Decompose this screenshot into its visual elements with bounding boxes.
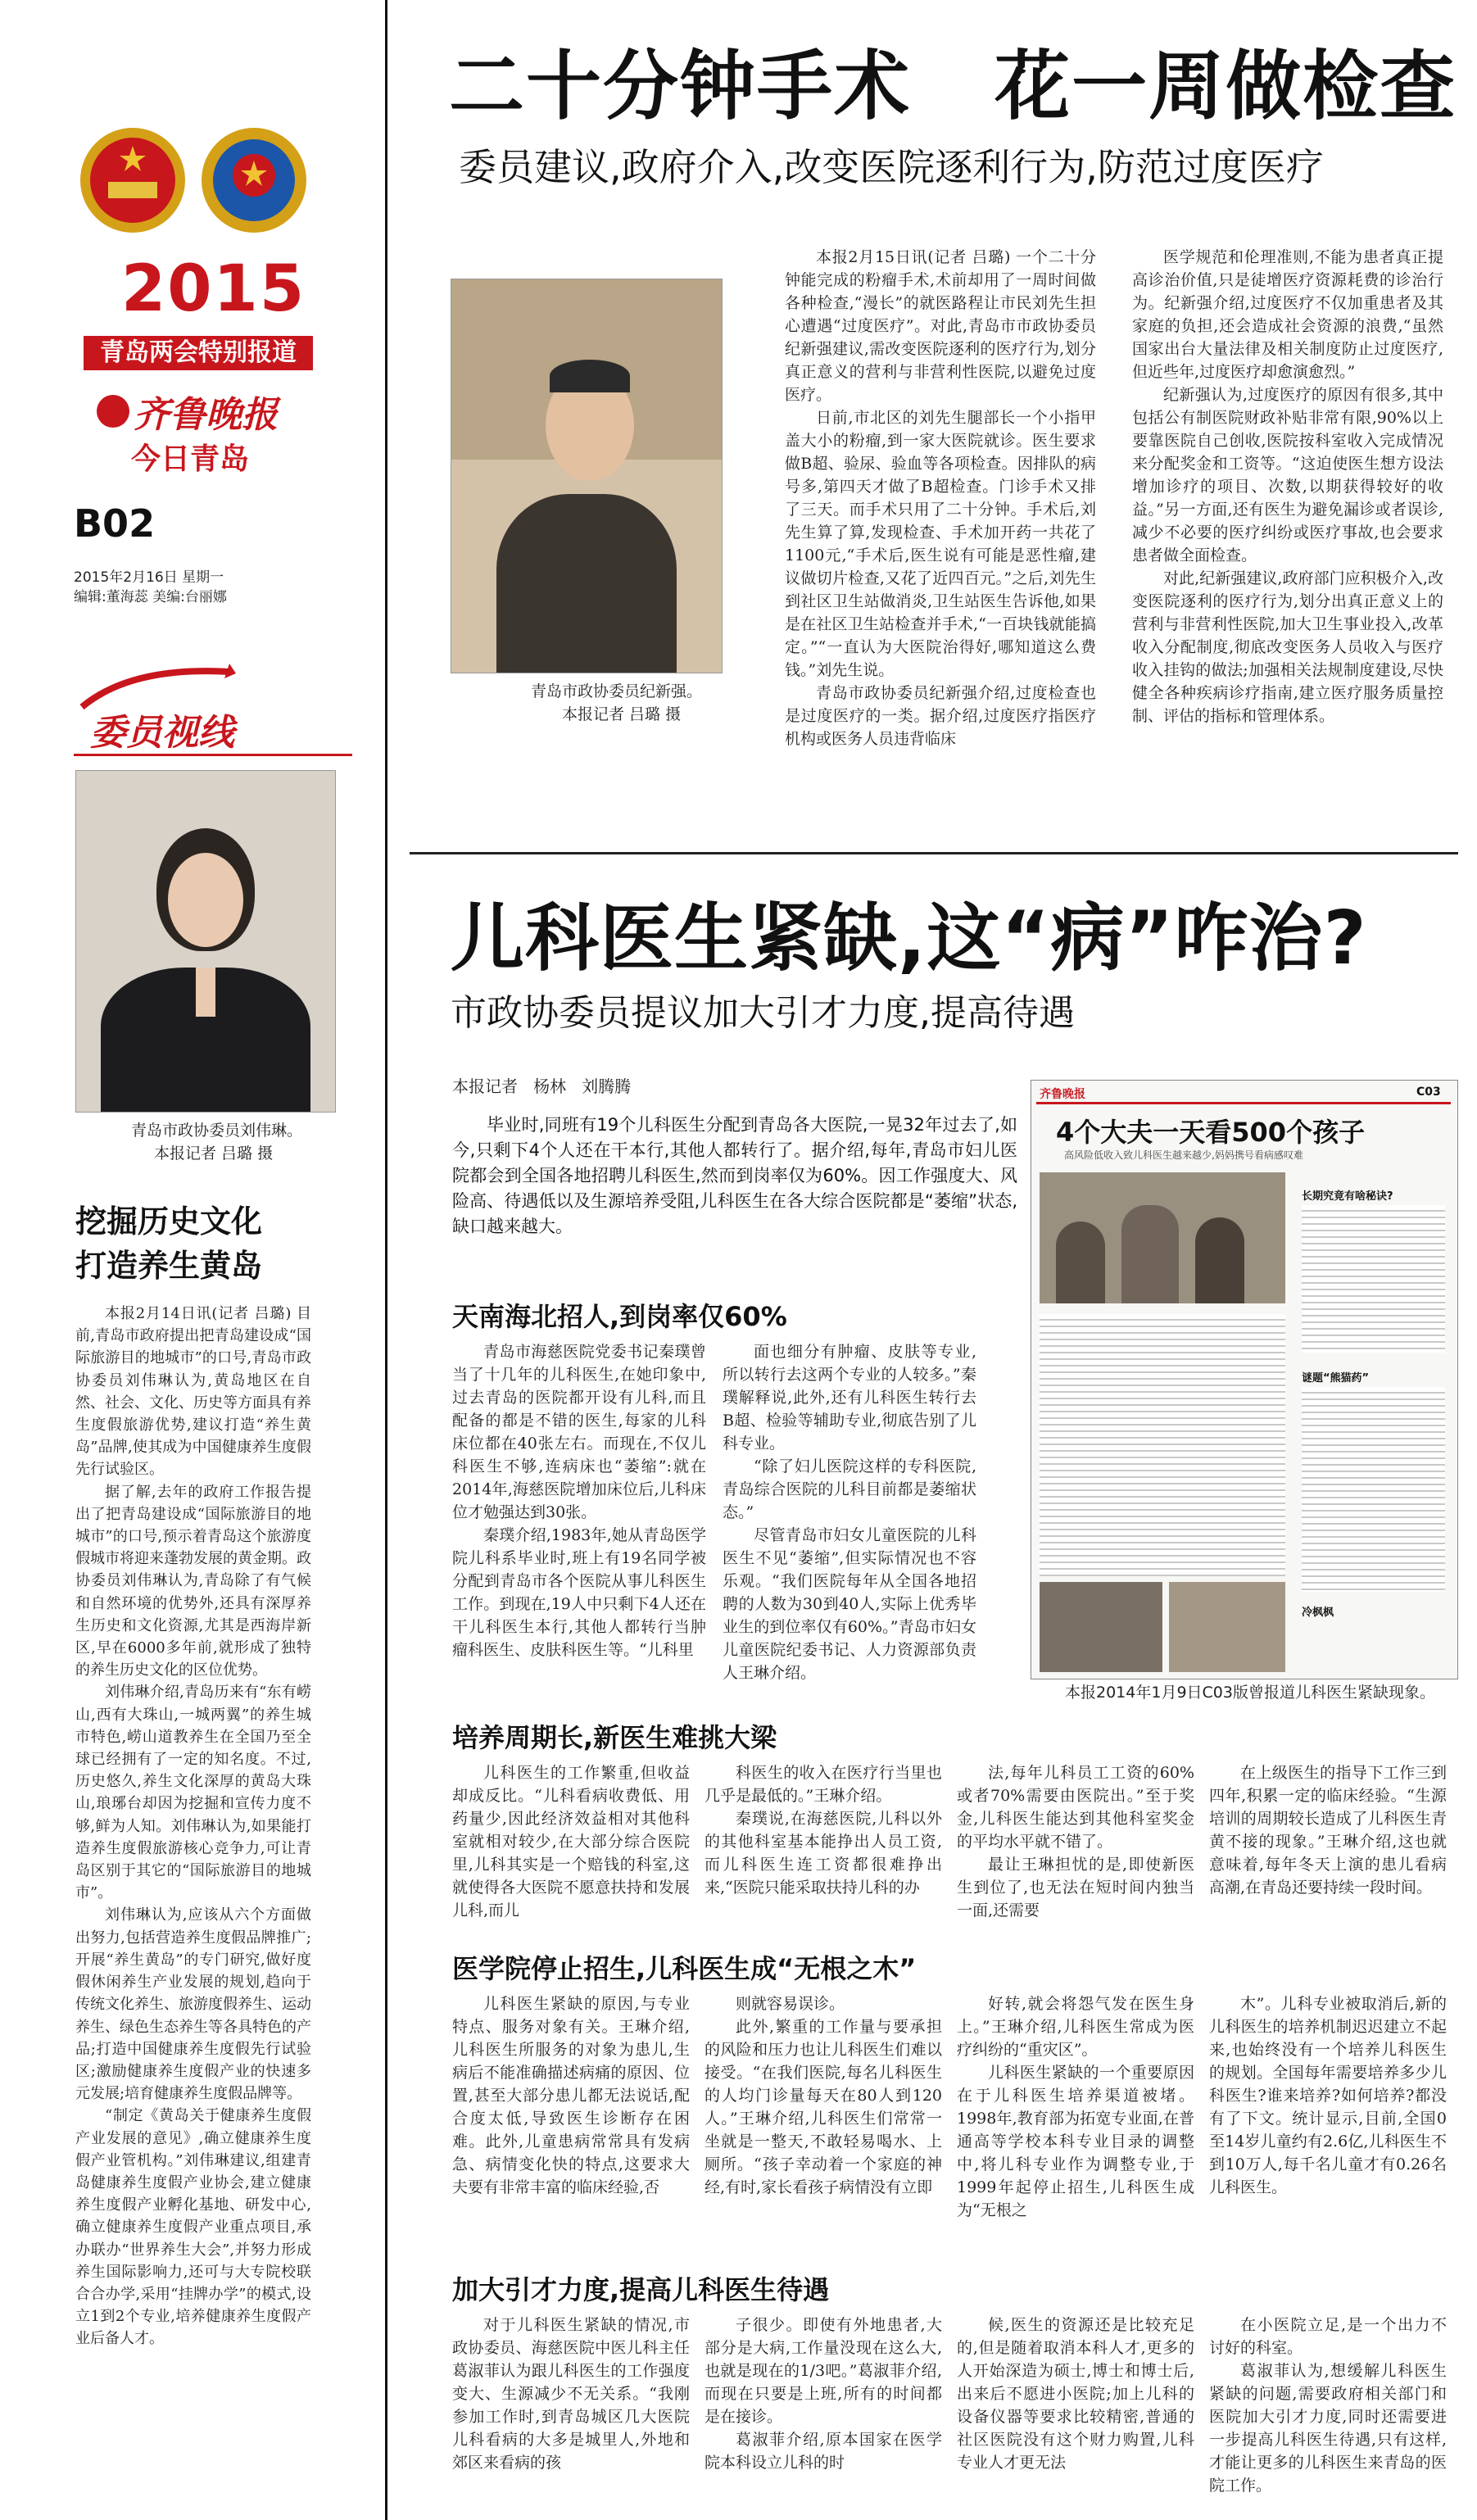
paragraph: 葛淑菲认为,想缓解儿科医生紧缺的问题,需要政府相关部门和医院加大引才力度,同时还需要进一步提高儿科医生待遇,只有这样,才能让更多的儿科医生来青岛的医院工作。: [1209, 2362, 1447, 2495]
section-column: [452, 2314, 690, 2502]
paragraph: 在小医院立足,是一个出力不讨好的科室。: [1209, 2316, 1447, 2357]
paragraph: 尽管青岛市妇女儿童医院的儿科医生不见“萎缩”,但实际情况也不容乐观。“我们医院每年从全国各地招聘的人数为30到40人,实际上优秀毕业生的到位率仅有60%。”青岛市妇女儿童医院纪委书记、人力资源部负责人王琳介绍。: [723, 1526, 976, 1682]
article1-photo-caption-2: 本报记者 吕璐 摄: [562, 705, 682, 723]
portrait-photo-ji: [451, 279, 723, 673]
section-heading: 天南海北招人,到岗率仅60%: [452, 1301, 787, 1332]
article1-column-1: [785, 246, 1096, 811]
paragraph: 科医生的收入在医疗行当里也几乎是最低的。”王琳介绍。: [705, 1764, 942, 1805]
paragraph: 最让王琳担忧的是,即使新医生到位了,也无法在短时间内独当一面,还需要: [957, 1856, 1194, 1917]
article1-subheadline: 委员建议,政府介入,改变医院逐利行为,防范过度医疗: [459, 145, 1324, 189]
paragraph: 在上级医生的指导下工作三到四年,积累一定的临床经验。“生源培训的周期较长造成了儿科医生青黄不接的现象。”王琳介绍,这也就意味着,每年冬天上演的患儿看病高潮,在青岛还要持续一段时间。: [1209, 1764, 1447, 1897]
year-label: 2015: [121, 252, 306, 326]
paragraph: 儿科医生的工作繁重,但收益却成反比。“儿科看病收费低、用药量少,因此经济效益相对其他科室就相对较少,在大部分综合医院里,儿科其实是一个赔钱的科室,这就使得各大医院不愿意扶持和发展儿科,而儿: [452, 1764, 690, 1917]
inset-side-title-1: 长期究竟有啥秘诀?: [1302, 1190, 1393, 1203]
page-number: B02: [74, 501, 156, 546]
column-divider: [74, 754, 352, 756]
article1-column-2: [1132, 246, 1443, 811]
sidebar-article-body: [75, 1303, 311, 2499]
paragraph: 刘伟琳介绍,青岛历来有“东有崂山,西有大珠山,一城两翼”的养生城市特色,崂山道教养生在全国乃至全球已经拥有了一定的知名度。不过,历史悠久,养生文化深厚的黄岛大珠山,琅琊台却因为挖掘和宣传力度不够,鲜为人知。刘伟琳认为,如果能打造养生度假旅游核心竞争力,可让青岛区别于其它的“国际旅游目的地城市”。: [75, 1684, 311, 1902]
inset-subtitle: 高风险低收入致儿科医生越来越少,妈妈携号看病感叹难: [1064, 1149, 1303, 1161]
editors-line: 编辑:董海蕊 美编:台丽娜: [74, 589, 227, 605]
inset-text-block-1: [1302, 1205, 1445, 1353]
section-heading: 医学院停止招生,儿科医生成“无根之木”: [452, 1953, 917, 1984]
paragraph: 对于儿科医生紧缺的情况,市政协委员、海慈医院中医儿科主任葛淑菲认为跟儿科医生的工作强度变大、生源减少不无关系。“我刚参加工作时,到青岛城区几大医院儿科看病的大多是城里人,外地和郊区来看病的孩: [452, 2316, 690, 2472]
sidebar-headline-1: 挖掘历史文化: [75, 1203, 263, 1240]
sidebar-separator: [385, 0, 387, 2520]
section-column: [957, 2314, 1194, 2502]
inset-caption: 本报2014年1月9日C03版曾报道儿科医生紧缺现象。: [1065, 1684, 1435, 1702]
section-column: [705, 1992, 942, 2238]
paragraph: 本报2月14日讯(记者 吕璐) 目前,青岛市政府提出把青岛建设成“国际旅游目的地城市”的口号,青岛市政协委员刘伟琳认为,黄岛地区在自然、社会、文化、历史等方面具有养生度假旅游优势,建议打造“养生黄岛”品牌,使其成为中国健康养生度假先行试验区。: [75, 1305, 311, 1479]
inset-photo-3: [1169, 1582, 1285, 1672]
paragraph: 子很少。即使有外地患者,大部分是大病,工作量没现在这么大,也就是现在的1/3吧。”葛淑菲介绍,而现在只要是上班,所有的时间都是在接诊。: [705, 2316, 942, 2426]
paragraph: 候,医生的资源还是比较充足的,但是随着取消本科人才,更多的人开始深造为硕士,博士和博士后,出来后不愿进小医院;加上儿科的设备仪器等要求比较精密,普通的社区医院没有这个财力购置,儿科专业人才更无法: [957, 2316, 1194, 2472]
article2-lead-text: 毕业时,同班有19个儿科医生分配到青岛各大医院,一晃32年过去了,如今,只剩下4个人还在干本行,其他人都转行了。据介绍,每年,青岛市妇儿医院都会到全国各地招聘儿科医生,然而到岗率仅为60%。因工作强度大、风险高、待遇低以及生源培养受阻,儿科医生在各大综合医院都是“萎缩”状态,缺口越来越大。: [452, 1115, 1017, 1236]
paragraph: 青岛市政协委员纪新强介绍,过度检查也是过度医疗的一类。据介绍,过度医疗指医疗机构或医务人员违背临床: [785, 684, 1096, 748]
sidebar-headline-2: 打造养生黄岛: [75, 1248, 263, 1284]
date-line: 2015年2月16日 星期一: [74, 569, 224, 586]
paragraph: “除了妇儿医院这样的专科医院,青岛综合医院的儿科目前都是萎缩状态。”: [723, 1457, 976, 1521]
paragraph: “制定《黄岛关于健康养生度假产业发展的意见》,确立健康养生度假产业管机构。”刘伟琳建议,组建青岛健康养生度假产业协会,建立健康养生度假产业孵化基地、研发中心,确立健康养生度假产业重点项目,承办联办“世界养生大会”,并努力形成养生国际影响力,还可与大专院校联合合办学,采用“挂牌办学”的模式,设立1到2个专业,培养健康养生度假产业后备人才。: [75, 2107, 311, 2348]
cppcc-emblem-icon: [197, 123, 311, 238]
article1-headline: 二十分钟手术 花一周做检查: [449, 43, 1457, 130]
paragraph: 木”。儿科专业被取消后,新的儿科医生的培养机制迟迟建立不起来,也始终没有一个培养儿科医生的规划。全国每年需要培养多少儿科医生?谁来培养?如何培养?都没有了下文。统计显示,目前,全国0至14岁儿童约有2.6亿,儿科医生不到10万人,每千名儿童才有0.26名儿科医生。: [1209, 1995, 1447, 2196]
paragraph: 此外,繁重的工作量与要承担的风险和压力也让儿科医生们难以接受。“在我们医院,每名儿科医生的人均门诊量每天在80人到120人。”王琳介绍,儿科医生们常常一坐就是一整天,不敢轻易喝水、上厕所。“孩子幸动着一个家庭的神经,有时,家长看孩子病情没有立即: [705, 2018, 942, 2196]
paragraph: 好转,就会将怨气发在医生身上。”王琳介绍,儿科医生常成为医疗纠纷的“重灾区”。: [957, 1995, 1194, 2059]
paragraph: 面也细分有肿瘤、皮肤等专业,所以转行去这两个专业的人较多。”秦璞解释说,此外,还有儿科医生转行去B超、检验等辅助专业,彻底告别了儿科专业。: [723, 1343, 976, 1453]
inset-photo: [1040, 1172, 1285, 1303]
national-emblem-icon: [75, 123, 190, 238]
newspaper-logo: [97, 385, 278, 434]
inset-side-title-3: 冷枫枫: [1302, 1607, 1334, 1619]
section-column: [705, 1761, 942, 1917]
special-report-label: 青岛两会特别报道: [84, 336, 313, 370]
section-column: [452, 1340, 706, 1684]
section-column: [723, 1340, 976, 1684]
portrait-caption-2: 本报记者 吕璐 摄: [154, 1144, 274, 1163]
paragraph: 则就容易误诊。: [736, 1995, 845, 2013]
section-heading: 培养周期长,新医生难挑大梁: [452, 1722, 777, 1753]
section-column: [1209, 1992, 1447, 2238]
inset-text-block-2: [1040, 1314, 1285, 1576]
paragraph: 秦璞说,在海慈医院,儿科以外的其他科室基本能挣出人员工资,而儿科医生连工资都很难挣出来,“医院只能采取扶持儿科的办: [705, 1810, 942, 1897]
paragraph: 对此,纪新强建议,政府部门应积极介入,改变医院逐利的医疗行为,划分出真正意义上的营利与非营利性医院,加大卫生事业投入,改革收入分配制度,彻底改变医务人员收入与医疗收入挂钩的做法;加强相关法规制度建设,尽快健全各种疾病诊疗指南,建立医疗服务质量控制、评估的指标和管理体系。: [1132, 569, 1443, 725]
section-column: [957, 1761, 1194, 1917]
section-column: [705, 2314, 942, 2502]
column-label: 委员视线: [90, 712, 234, 754]
inset-text-block-3: [1302, 1387, 1445, 1592]
portrait-photo-liu: [75, 770, 336, 1113]
article2-lead: [452, 1113, 1017, 1276]
inset-masthead: 齐鲁晚报: [1040, 1088, 1085, 1101]
section-column: [1209, 1761, 1447, 1917]
article2-subheadline: 市政协委员提议加大引才力度,提高待遇: [451, 992, 1075, 1034]
paragraph: 医学规范和伦理准则,不能为患者真正提高诊治价值,只是徒增医疗资源耗费的诊治行为。纪新强介绍,过度医疗不仅加重患者及其家庭的负担,还会造成社会资源的浪费,“虽然国家出台大量法律及相关制度防止过度医疗,但近些年,过度医疗却愈演愈烈。”: [1132, 248, 1443, 381]
article2-byline: 本报记者 杨林 刘腾腾: [452, 1076, 632, 1096]
paragraph: 葛淑菲介绍,原本国家在医学院本科设立儿科的时: [705, 2431, 942, 2472]
article1-photo-caption-1: 青岛市政协委员纪新强。: [531, 682, 703, 700]
section-column: [1209, 2314, 1447, 2502]
paragraph: 据了解,去年的政府工作报告提出了把青岛建设成“国际旅游目的地城市”的口号,预示着青岛这个旅游度假城市将迎来蓬勃发展的黄金期。政协委员刘伟琳认为,青岛除了有气候和自然环境的优势外,还具有深厚养生历史和文化资源,尤其是西海岸新区,早在6000多年前,就形成了独特的养生历史文化的区位优势。: [75, 1483, 311, 1679]
paragraph: 儿科医生紧缺的一个重要原因在于儿科医生培养渠道被堵。1998年,教育部为拓宽专业面,在普通高等学校本科专业目录的调整中,将儿科专业作为调整专业,于1999年起停止招生,儿科医生成为“无根之: [957, 2064, 1194, 2219]
paragraph: 日前,市北区的刘先生腿部长一个小指甲盖大小的粉瘤,到一家大医院就诊。医生要求做B超、验尿、验血等各项检查。因排队的病号多,第四天才做了B超检查。门诊手术又排了三天。而手术只用了二十分钟。手术后,刘先生算了算,发现检查、手术加开药一共花了1100元,“手术后,医生说有可能是恶性瘤,建议做切片检查,又花了近四百元。”之后,刘先生到社区卫生站做消炎,卫生站医生告诉他,如果是在社区卫生站检查并手术,“一百块钱就能搞定。”“一直认为大医院治得好,哪知道这么费钱。”刘先生说。: [785, 409, 1096, 679]
inset-title: 4个大夫一天看500个孩子: [1056, 1117, 1366, 1148]
article-divider: [410, 852, 1458, 854]
paragraph: 刘伟琳认为,应该从六个方面做出努力,包括营造养生度假品牌推广;开展“养生黄岛”的专门研究,做好度假休闲养生产业发展的规划,趋向于传统文化养生、旅游度假养生、运动养生、绿色生态养生等各具特色的产品;打造中国健康养生度假先行试验区;激励健康养生度假产业的快速多元发展;培育健康养生度假品牌等。: [75, 1906, 311, 2103]
newspaper-name: 齐鲁晚报: [134, 394, 279, 436]
sidebar: [0, 0, 385, 2520]
inset-rule: [1036, 1102, 1451, 1104]
inset-photo-2: [1040, 1582, 1162, 1672]
edition-name: 今日青岛: [131, 442, 250, 476]
newspaper-logo-icon: [97, 395, 129, 428]
paragraph: 纪新强认为,过度医疗的原因有很多,其中包括公有制医院财政补贴非常有限,90%以上要靠医院自己创收,医院按科室收入完成情况来分配奖金和工资等。“这迫使医生想方设法增加诊疗的项目、次数,以期获得较好的收益。”另一方面,还有医生为避免漏诊或者误诊,减少不必要的医疗纠纷或医疗事故,也会要求患者做全面检查。: [1132, 386, 1443, 564]
paragraph: 儿科医生紧缺的原因,与专业特点、服务对象有关。王琳介绍,儿科医生所服务的对象为患儿,生病后不能准确描述病痛的原因、位置,甚至大部分患儿都无法说话,配合度太低,导致医生诊断存在困难。此外,儿童患病常常具有发病急、病情变化快的特点,这要求大夫要有非常丰富的临床经验,否: [452, 1995, 690, 2196]
inset-newspaper-clip: [1031, 1080, 1458, 1679]
inset-page-number: C03: [1416, 1086, 1441, 1099]
section-column: [452, 1992, 690, 2238]
paragraph: 秦璞介绍,1983年,她从青岛医学院儿科系毕业时,班上有19名同学被分配到青岛市各个医院从事儿科医生工作。到现在,19人中只剩下4人还在干儿科医生本行,其他人都转行当肿瘤科医生、皮肤科医生等。“儿科里: [452, 1526, 706, 1659]
portrait-caption-1: 青岛市政协委员刘伟琳。: [131, 1122, 303, 1140]
paragraph: 青岛市海慈医院党委书记秦璞曾当了十几年的儿科医生,在她印象中,过去青岛的医院都开设有儿科,而且配备的都是不错的医生,每家的儿科床位都在40张左右。而现在,不仅儿科医生不够,连病床也“萎缩”:就在2014年,海慈医院增加床位后,儿科床位才勉强达到30张。: [452, 1343, 706, 1521]
inset-side-title-2: 谜题“熊猫药”: [1302, 1372, 1370, 1385]
section-column: [957, 1992, 1194, 2238]
paragraph: 本报2月15日讯(记者 吕璐) 一个二十分钟能完成的粉瘤手术,术前却用了一周时间做各种检查,“漫长”的就医路程让市民刘先生担心遭遇“过度医疗”。对此,青岛市市政协委员纪新强建议,需改变医院逐利的医疗行为,划分真正意义的营利与非营利性医院,以避免过度医疗。: [785, 248, 1096, 404]
section-heading: 加大引才力度,提高儿科医生待遇: [452, 2274, 830, 2305]
article2-headline: 儿科医生紧缺,这“病”咋治?: [451, 895, 1367, 981]
section-column: [452, 1761, 690, 1917]
paragraph: 法,每年儿科员工工资的60%或者70%需要由医院出。”至于奖金,儿科医生能达到其他科室奖金的平均水平就不错了。: [957, 1764, 1194, 1851]
